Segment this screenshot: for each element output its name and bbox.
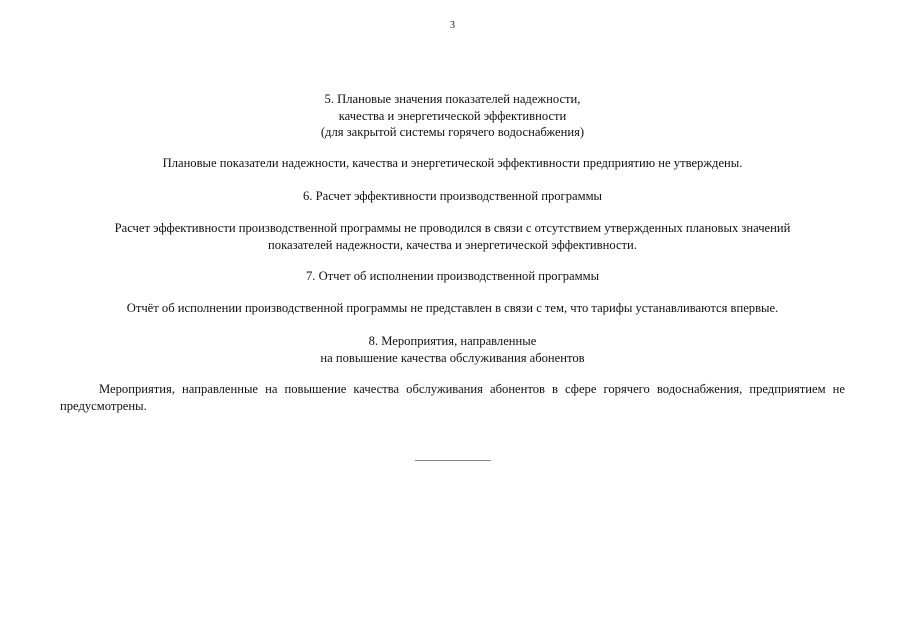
section-7-body <box>60 300 845 317</box>
section-8-body: Мероприятия, направленные на повышение качества обслуживания абонентов в сфере горячего водоснабжения, предприятием не предусмотрены. <box>60 382 845 413</box>
section-5-body <box>60 155 845 172</box>
heading-line: 5. Плановые значения показателей надежности, <box>324 92 581 106</box>
section-5-heading <box>60 91 845 141</box>
section-7-heading <box>60 268 845 285</box>
section-6-heading <box>60 188 845 205</box>
heading-line: 6. Расчет эффективности производственной программы <box>303 189 602 203</box>
page-number: 3 <box>450 20 455 31</box>
heading-line: на повышение качества обслуживания абонентов <box>320 350 585 365</box>
body-line: Отчёт об исполнении производственной программы не представлен в связи с тем, что тарифы устанавливаются впервые. <box>126 301 779 315</box>
section-8-heading <box>60 333 845 366</box>
body-line: Расчет эффективности производственной программы не проводился в связи с отсутствием утвержденных плановых значений <box>114 221 791 235</box>
body-line: показателей надежности, качества и энергетической эффективности. <box>268 237 637 252</box>
heading-line: (для закрытой системы горячего водоснабжения) <box>320 125 585 139</box>
heading-line: 7. Отчет об исполнении производственной программы <box>305 269 600 283</box>
body-line: Плановые показатели надежности, качества и энергетической эффективности предприятию не утверждены. <box>162 156 743 170</box>
heading-line: 8. Мероприятия, направленные <box>368 334 537 348</box>
end-divider <box>415 460 491 461</box>
heading-line: качества и энергетической эффективности <box>338 108 567 123</box>
section-6-body <box>60 220 845 253</box>
